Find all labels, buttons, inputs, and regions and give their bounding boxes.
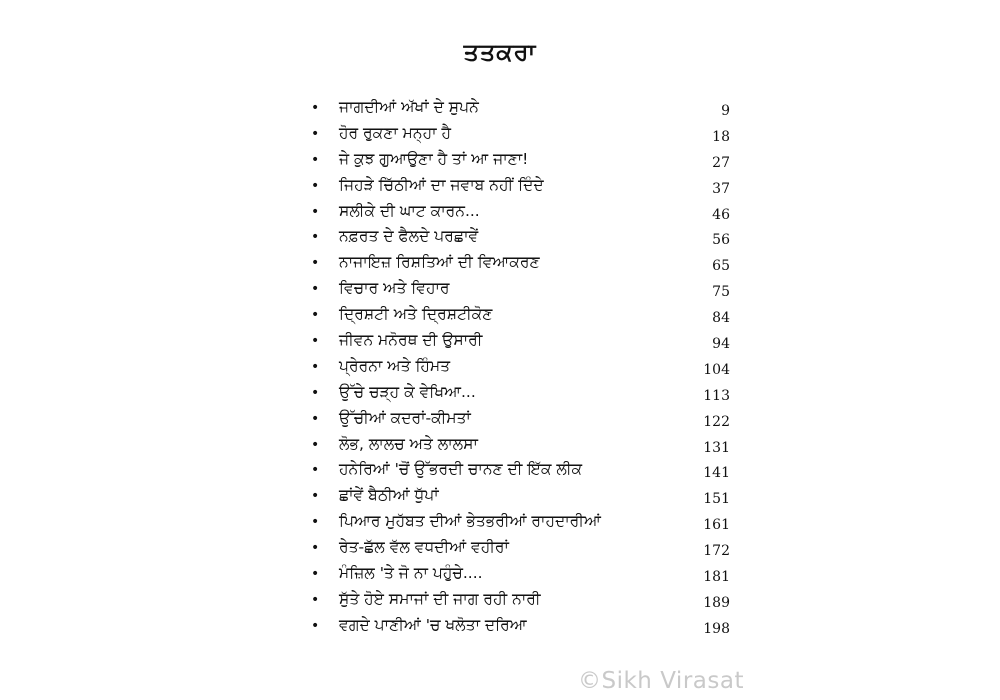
toc-entry-page: 94 xyxy=(712,336,730,353)
toc-entry xyxy=(0,614,1000,640)
bullet-icon: • xyxy=(311,410,320,427)
toc-entry-page: 151 xyxy=(703,491,730,508)
bullet-icon: • xyxy=(311,617,320,634)
toc-entry-page: 75 xyxy=(712,284,730,301)
bullet-icon: • xyxy=(311,229,320,246)
table-of-contents xyxy=(0,96,1000,640)
toc-entry-page: 113 xyxy=(703,387,730,404)
toc-entry-title: ਨਾਜਾਇਜ਼ ਰਿਸ਼ਤਿਆਂ ਦੀ ਵਿਆਕਰਣ xyxy=(339,253,540,272)
toc-entry-title: ਉੱਚੇ ਚੜ੍ਹ ਕੇ ਵੇਖਿਆ... xyxy=(339,382,476,401)
bullet-icon: • xyxy=(311,281,320,298)
page-title: ਤਤਕਰਾ xyxy=(463,38,537,66)
toc-entry xyxy=(0,433,1000,459)
toc-entry-title: ਲੋਭ, ਲਾਲਚ ਅਤੇ ਲਾਲਸਾ xyxy=(339,434,478,453)
toc-entry-page: 46 xyxy=(712,206,730,223)
toc-entry-title: ਜਾਗਦੀਆਂ ਅੱਖਾਂ ਦੇ ਸੁਪਨੇ xyxy=(339,98,479,116)
watermark: ©Sikh Virasat xyxy=(578,668,744,694)
toc-entry xyxy=(0,148,1000,174)
toc-entry-title: ਹਨੇਰਿਆਂ 'ਚੋਂ ਉੱਭਰਦੀ ਚਾਨਣ ਦੀ ਇੱਕ ਲੀਕ xyxy=(339,460,583,479)
bullet-icon: • xyxy=(311,488,320,505)
toc-entry-page: 84 xyxy=(712,310,730,327)
toc-entry xyxy=(0,277,1000,303)
toc-entry-title: ਰੇਤ-ਛੱਲ ਵੱਲ ਵਧਦੀਆਂ ਵਹੀਰਾਂ xyxy=(339,538,509,557)
toc-entry xyxy=(0,174,1000,200)
toc-entry-page: 56 xyxy=(712,232,730,249)
bullet-icon: • xyxy=(311,177,320,194)
toc-entry xyxy=(0,122,1000,148)
toc-entry-title: ਮੰਜ਼ਿਲ 'ਤੇ ਜੋ ਨਾ ਪਹੁੰਚੇ.... xyxy=(339,564,483,583)
toc-entry-title: ਉੱਚੀਆਂ ਕਦਰਾਂ-ਕੀਮਤਾਂ xyxy=(339,408,471,427)
toc-entry-page: 27 xyxy=(712,154,730,171)
toc-entry-page: 131 xyxy=(703,439,730,456)
toc-entry xyxy=(0,251,1000,277)
toc-entry-title: ਪ੍ਰੇਰਨਾ ਅਤੇ ਹਿੰਮਤ xyxy=(339,356,451,375)
toc-entry-page: 198 xyxy=(703,620,730,637)
toc-entry-title: ਹੋਰ ਰੁਕਣਾ ਮਨ੍ਹਾ ਹੈ xyxy=(339,123,451,142)
toc-entry-page: 161 xyxy=(703,517,730,534)
toc-entry-page: 189 xyxy=(703,594,730,611)
toc-entry-title: ਵਗਦੇ ਪਾਣੀਆਂ 'ਚ ਖਲੋਤਾ ਦਰਿਆ xyxy=(339,615,527,634)
toc-entry-page: 18 xyxy=(712,128,730,145)
toc-entry xyxy=(0,329,1000,355)
toc-entry-page: 9 xyxy=(721,103,730,119)
bullet-icon: • xyxy=(311,540,320,557)
bullet-icon: • xyxy=(311,333,320,350)
bullet-icon: • xyxy=(311,307,320,324)
toc-entry xyxy=(0,510,1000,536)
toc-entry-page: 181 xyxy=(703,569,730,586)
toc-entry-title: ਦ੍ਰਿਸ਼ਟੀ ਅਤੇ ਦ੍ਰਿਸ਼ਟੀਕੋਣ xyxy=(339,305,493,324)
toc-entry xyxy=(0,562,1000,588)
toc-entry-title: ਪਿਆਰ ਮੁਹੱਬਤ ਦੀਆਂ ਭੇਤਭਰੀਆਂ ਰਾਹਦਾਰੀਆਂ xyxy=(339,512,601,531)
bullet-icon: • xyxy=(311,462,320,479)
toc-entry-title: ਜੇ ਕੁਝ ਗੁਆਉਣਾ ਹੈ ਤਾਂ ਆ ਜਾਣਾ! xyxy=(339,149,529,168)
toc-entry-page: 65 xyxy=(712,258,730,275)
bullet-icon: • xyxy=(311,566,320,583)
toc-entry xyxy=(0,588,1000,614)
bullet-icon: • xyxy=(311,255,320,272)
toc-entry-title: ਸੁੱਤੇ ਹੋਏ ਸਮਾਜਾਂ ਦੀ ਜਾਗ ਰਹੀ ਨਾਰੀ xyxy=(339,589,541,608)
toc-entry xyxy=(0,536,1000,562)
toc-entry-page: 104 xyxy=(703,361,730,378)
bullet-icon: • xyxy=(311,203,320,220)
toc-entry xyxy=(0,458,1000,484)
toc-entry xyxy=(0,355,1000,381)
toc-entry-page: 122 xyxy=(703,413,730,430)
toc-entry xyxy=(0,381,1000,407)
toc-entry-title: ਵਿਚਾਰ ਅਤੇ ਵਿਹਾਰ xyxy=(339,279,450,298)
bullet-icon: • xyxy=(311,436,320,453)
bullet-icon: • xyxy=(311,514,320,531)
toc-entry-page: 172 xyxy=(703,543,730,560)
toc-entry xyxy=(0,303,1000,329)
toc-entry-page: 37 xyxy=(712,180,730,197)
toc-entry-title: ਨਫ਼ਰਤ ਦੇ ਫੈਲਦੇ ਪਰਛਾਵੇਂ xyxy=(339,227,479,246)
toc-entry-title: ਜਿਹੜੇ ਚਿੱਠੀਆਂ ਦਾ ਜਵਾਬ ਨਹੀਂ ਦਿੰਦੇ xyxy=(339,175,544,194)
bullet-icon: • xyxy=(311,358,320,375)
toc-entry xyxy=(0,407,1000,433)
toc-entry-title: ਸਲੀਕੇ ਦੀ ਘਾਟ ਕਾਰਨ... xyxy=(339,201,480,220)
toc-entry xyxy=(0,484,1000,510)
bullet-icon: • xyxy=(311,151,320,168)
bullet-icon: • xyxy=(311,384,320,401)
bullet-icon: • xyxy=(311,100,320,116)
toc-entry-page: 141 xyxy=(703,465,730,482)
bullet-icon: • xyxy=(311,125,320,142)
toc-entry xyxy=(0,200,1000,226)
bullet-icon: • xyxy=(311,591,320,608)
toc-entry xyxy=(0,96,1000,122)
toc-entry-title: ਜੀਵਨ ਮਨੋਰਥ ਦੀ ਉਸਾਰੀ xyxy=(339,331,483,350)
toc-entry-title: ਛਾਂਵੇਂ ਬੈਠੀਆਂ ਧੁੱਪਾਂ xyxy=(339,486,439,505)
toc-entry xyxy=(0,225,1000,251)
